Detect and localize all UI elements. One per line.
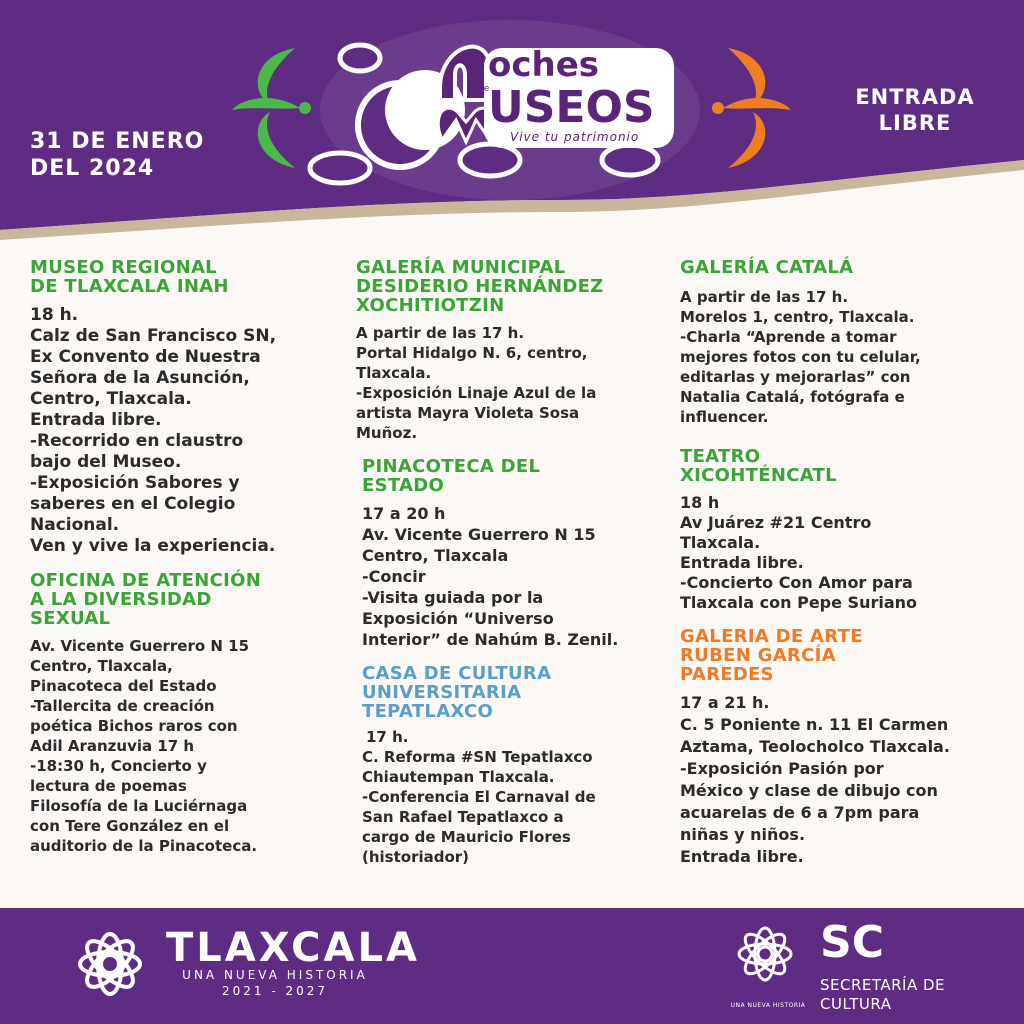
body-line: Chiautempan Tlaxcala. [362,768,555,786]
tlaxcala-flower-icon [80,934,140,994]
body-line: A partir de las 17 h. [680,288,849,306]
section-body [680,287,1000,427]
body-line: influencer. [680,408,769,426]
entrada-libre-label [830,84,1000,136]
body-line: Tlaxcala. [356,364,432,382]
entrada-line-2: LIBRE [878,111,952,135]
sc-flower-caption: UNA NUEVA HISTORIA [730,1002,806,1009]
entrada-line-1: ENTRADA [855,85,975,109]
event-date [30,128,250,182]
section-body [362,727,656,867]
body-line: con Tere González en el [30,817,230,835]
casa-cultura-section [356,664,656,867]
tlaxcala-subtitle [170,967,380,999]
sc-wordmark: SC [820,917,884,968]
sc-subtitle [820,976,945,1014]
logo-noches: oches [488,45,600,85]
section-title [680,627,1000,684]
body-line: -Recorrido en claustro [30,431,244,451]
body-line: Centro, Tlaxcala [362,546,509,565]
header-banner [0,0,1024,240]
sc-sub-line: SECRETARÍA DE [820,976,946,994]
body-line: -Exposición Linaje Azul de la [356,384,597,402]
body-line: Entrada libre. [680,847,804,866]
title-line: CASA DE CULTURA [362,663,552,684]
teatro-xicohtencatl-section [680,447,1000,613]
body-line: Tlaxcala. [680,533,761,552]
section-title [30,571,330,628]
body-line: -18:30 h, Concierto y [30,757,207,775]
body-line: Portal Hidalgo N. 6, centro, [356,344,588,362]
body-line: artista Mayra Violeta Sosa [356,404,580,422]
title-line: SEXUAL [30,608,111,629]
column-2 [356,258,656,881]
galeria-municipal-section [356,258,656,443]
title-line: OFICINA DE ATENCIÓN [30,570,262,591]
body-line: poética Bichos raros con [30,717,238,735]
body-line: lectura de poemas [30,777,187,795]
logo-museos: USEOS [488,82,655,133]
title-line: XOCHITIOTZIN [356,295,505,316]
museo-regional-section [30,258,330,557]
body-line: -Visita guiada por la [362,588,544,607]
body-line: Adil Aranzuvia 17 h [30,737,195,755]
title-line: DESIDERIO HERNÁNDEZ [356,276,604,297]
section-title [356,258,656,315]
title-line: RUBEN GARCÍA [680,645,836,666]
title-line: UNIVERSITARIA [362,682,522,703]
title-line: GALERÍA CATALÁ [680,257,854,278]
body-line: -Exposición Sabores y [30,473,240,493]
tlaxcala-sub-line: UNA NUEVA HISTORIA [182,968,368,982]
section-title [680,447,1000,485]
body-line: Centro, Tlaxcala. [30,389,192,409]
title-line: TEPATLAXCO [362,701,494,722]
section-title [680,258,1000,277]
pinacoteca-section [356,457,656,650]
section-title [30,258,330,296]
body-line: -Tallercita de creación [30,697,215,715]
body-line: Entrada libre. [30,410,162,430]
body-line: Av. Vicente Guerrero N 15 [362,525,596,544]
title-line: TEATRO [680,446,761,467]
body-line: -Conferencia El Carnaval de [362,788,596,806]
section-body [680,692,1000,868]
body-line: 18 h. [30,305,79,325]
date-line-2: DEL 2024 [30,156,155,181]
galeria-catala-section [680,258,1000,427]
title-line: ESTADO [362,475,445,496]
title-line: GALERIA DE ARTE [680,626,863,647]
sc-sub-line: CULTURA [820,995,892,1013]
logo-de: de [478,84,490,94]
body-line: Morelos 1, centro, Tlaxcala. [680,308,915,326]
tlaxcala-wordmark: TLAXCALA [166,925,420,971]
section-body [30,636,330,856]
body-line: C. Reforma #SN Tepatlaxco [362,748,593,766]
title-line: DE TLAXCALA INAH [30,276,229,297]
body-line: 18 h [680,493,720,512]
logo-tagline: Vive tu patrimonio [510,130,640,144]
body-line: Aztama, Teolocholco Tlaxcala. [680,737,950,756]
body-line: -Concierto Con Amor para [680,573,913,592]
body-line: 17 a 21 h. [680,693,770,712]
body-line: acuarelas de 6 a 7pm para [680,803,920,822]
section-body [362,503,656,650]
body-line: Av. Vicente Guerrero N 15 [30,637,250,655]
body-line: 17 h. [366,728,409,746]
body-line: -Charla “Aprende a tomar [680,328,897,346]
body-line: niñas y niños. [680,825,806,844]
title-line: PAREDES [680,664,774,685]
section-body [680,493,1000,613]
section-title [362,457,656,495]
body-line: Calz de San Francisco SN, [30,326,277,346]
section-body [30,305,330,557]
body-line: Entrada libre. [680,553,804,572]
sc-flower-icon [739,928,791,980]
body-line: Av Juárez #21 Centro [680,513,872,532]
galeria-ruben-garcia-section [680,627,1000,868]
oficina-diversidad-section [30,571,330,856]
body-line: Ven y vive la experiencia. [30,536,276,556]
body-line: saberes en el Colegio [30,494,236,514]
body-line: Tlaxcala con Pepe Suriano [680,593,918,612]
body-line: Interior” de Nahúm B. Zenil. [362,630,619,649]
title-line: XICOHTÉNCATL [680,465,837,486]
body-line: Natalia Catalá, fotógrafa e [680,388,905,406]
body-line: San Rafael Tepatlaxco a [362,808,564,826]
section-title [362,664,656,721]
tlaxcala-years: 2021 - 2027 [221,984,329,998]
title-line: GALERÍA MUNICIPAL [356,257,566,278]
body-line: Filosofía de la Luciérnaga [30,797,248,815]
column-1 [30,258,330,870]
body-line: Pinacoteca del Estado [30,677,217,695]
body-line: Exposición “Universo [362,609,554,628]
body-line: mejores fotos con tu celular, [680,348,921,366]
body-line: Señora de la Asunción, [30,368,250,388]
date-line-1: 31 DE ENERO [30,129,205,154]
title-line: MUSEO REGIONAL [30,257,217,278]
body-line: México y clase de dibujo con [680,781,938,800]
body-line: editarlas y mejorarlas” con [680,368,911,386]
title-line: A LA DIVERSIDAD [30,589,212,610]
body-line: (historiador) [362,848,470,866]
body-line: bajo del Museo. [30,452,182,472]
body-line: cargo de Mauricio Flores [362,828,571,846]
body-line: A partir de las 17 h. [356,324,525,342]
body-line: -Exposición Pasión por [680,759,884,778]
body-line: C. 5 Poniente n. 11 El Carmen [680,715,949,734]
title-line: PINACOTECA DEL [362,456,541,477]
body-line: Centro, Tlaxcala, [30,657,173,675]
body-line: auditorio de la Pinacoteca. [30,837,258,855]
column-3 [680,258,1000,882]
body-line: 17 a 20 h [362,504,446,523]
body-line: Nacional. [30,515,120,535]
body-line: -Concir [362,567,426,586]
section-body [356,323,656,443]
body-line: Muñoz. [356,424,418,442]
body-line: Ex Convento de Nuestra [30,347,261,367]
